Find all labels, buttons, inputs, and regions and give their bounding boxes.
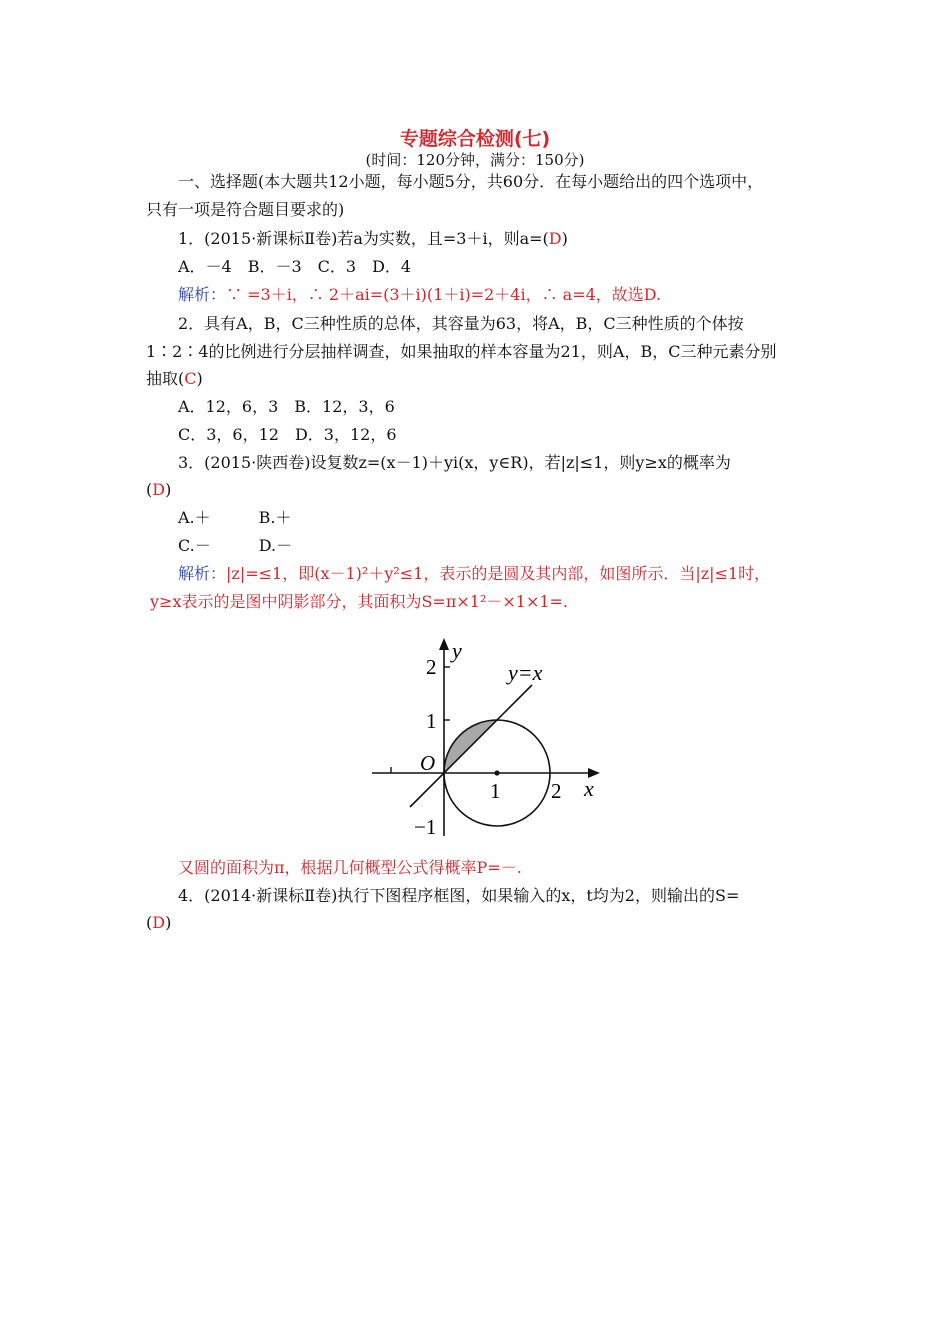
question-4-close: ): [165, 913, 172, 932]
page-title: 专题综合检测(七): [399, 128, 551, 150]
question-1: [178, 229, 568, 249]
question-2-options-a: A．12，6，3 B．12，3，6: [178, 397, 395, 416]
question-1-stem: 1．(2015·新课标Ⅱ卷)若a为实数，且=3＋i，则a=(: [178, 229, 549, 248]
question-4-open: (: [146, 913, 153, 932]
question-3: 3．(2015·陕西卷)设复数z=(x－1)＋yi(x，y∈R)，若|z|≤1，则y≥x的概率为: [178, 453, 731, 472]
page-subtitle: (时间：120分钟，满分：150分): [365, 151, 585, 169]
question-4: 4．(2014·新课标Ⅱ卷)执行下图程序框图，如果输入的x，t均为2，则输出的S=: [178, 886, 740, 905]
question-2: 2．具有A，B，C三种性质的总体，其容量为63，将A，B，C三种性质的个体按: [178, 314, 744, 333]
question-3-conclusion: 又圆的面积为π，根据几何概型公式得概率P=－.: [178, 858, 522, 877]
circle-figure: [360, 636, 610, 846]
question-3-options-a: A.＋ B.＋: [178, 508, 292, 527]
question-4-answer-line: [146, 913, 171, 933]
section-heading-cont: 只有一项是符合题目要求的): [146, 200, 345, 219]
analysis-text: |z|=≤1，即(x－1)²＋y²≤1，表示的是圆及其内部，如图所示．当|z|≤1时，: [226, 564, 771, 583]
question-3-answer: D: [152, 480, 166, 499]
question-3-open: (: [146, 480, 153, 499]
section-heading: 一、选择题(本大题共12小题，每小题5分，共60分．在每小题给出的四个选项中，: [178, 172, 764, 191]
origin-label: O: [420, 751, 436, 775]
question-2-answer: C: [184, 369, 197, 388]
analysis-text: ∵ =3＋i，∴ 2＋ai=(3＋i)(1＋i)=2＋4i，∴ a=4，故选D.: [226, 285, 662, 304]
question-3-options-b: C.－ D.－: [178, 536, 293, 555]
tick-label-x1: 1: [490, 779, 501, 803]
analysis-label: 解析：: [178, 285, 227, 304]
center-point: [494, 770, 499, 775]
question-3-close: ): [165, 480, 172, 499]
question-3-answer-line: [146, 480, 171, 500]
line-label: y=x: [508, 660, 543, 685]
line-y-equals-x: [410, 685, 532, 807]
question-2-answer-line: [146, 369, 203, 389]
tick-label-y1: 1: [426, 709, 437, 733]
tick-label-ym1: −1: [414, 815, 437, 839]
question-2-cont: 1∶2∶4的比例进行分层抽样调查，如果抽取的样本容量为21，则A，B，C三种元素分别: [146, 342, 777, 361]
question-3-analysis: [178, 564, 770, 584]
y-axis-arrow: [439, 638, 449, 650]
tick-label-y2: 2: [426, 655, 437, 679]
question-4-answer: D: [152, 913, 166, 932]
x-axis-label: x: [584, 776, 594, 801]
question-2-options-b: C．3，6，12 D．3，12，6: [178, 425, 397, 444]
question-3-analysis-cont: y≥x表示的是图中阴影部分，其面积为S=π×1²－×1×1=.: [150, 592, 569, 611]
question-2-pre: 抽取(: [146, 369, 185, 388]
analysis-label: 解析：: [178, 564, 227, 583]
tick-label-x2: 2: [551, 779, 562, 803]
question-1-answer: D: [548, 229, 562, 248]
y-axis-label: y: [452, 638, 462, 663]
question-2-close: ): [196, 369, 203, 388]
question-1-analysis: [178, 285, 661, 305]
question-1-options: A．－4 B．－3 C．3 D．4: [178, 257, 412, 276]
question-1-close: ): [561, 229, 568, 248]
